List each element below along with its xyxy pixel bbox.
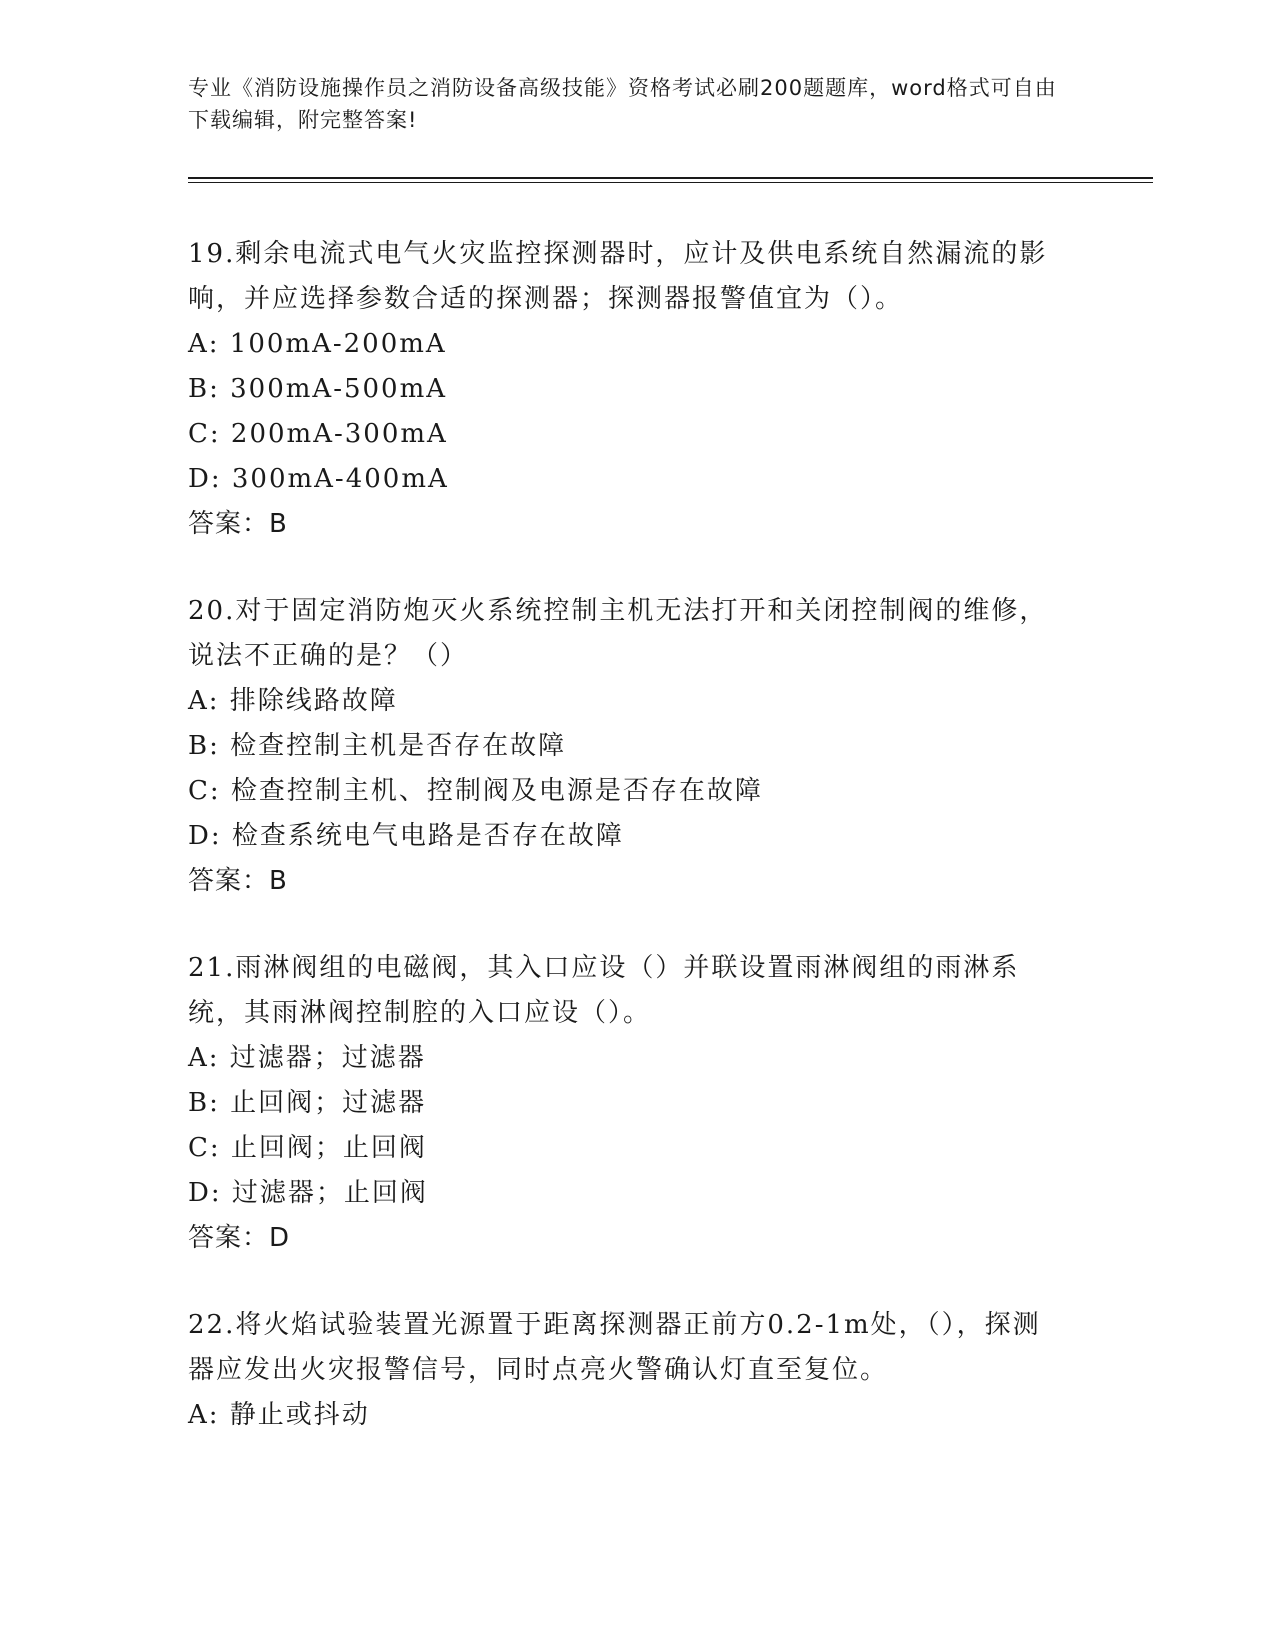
option-a: A: 过滤器；过滤器 xyxy=(188,1043,426,1073)
document-header: 专业《消防设施操作员之消防设备高级技能》资格考试必刷200题题库，word格式可自由下载编辑，附完整答案! xyxy=(188,76,1057,132)
option-d: D: 300mA-400mA xyxy=(188,464,449,494)
question-22 xyxy=(188,1303,1068,1438)
option-d: D: 检查系统电气电路是否存在故障 xyxy=(188,821,624,851)
question-list xyxy=(188,232,1068,1480)
question-stem: 19.剩余电流式电气火灾监控探测器时，应计及供电系统自然漏流的影响，并应选择参数合适的探测器；探测器报警值宜为（）。 xyxy=(188,239,1048,314)
option-c: C: 200mA-300mA xyxy=(188,419,448,449)
question-stem: 22.将火焰试验装置光源置于距离探测器正前方0.2-1m处，（），探测器应发出火灾报警信号，同时点亮火警确认灯直至复位。 xyxy=(188,1310,1041,1385)
option-a: A: 静止或抖动 xyxy=(188,1400,370,1430)
option-d: D: 过滤器；止回阀 xyxy=(188,1178,428,1208)
question-21 xyxy=(188,946,1068,1261)
header-divider xyxy=(188,177,1153,179)
option-a: A: 100mA-200mA xyxy=(188,329,447,359)
answer-line: 答案：B xyxy=(188,509,288,539)
option-b: B: 300mA-500mA xyxy=(188,374,448,404)
answer-line: 答案：D xyxy=(188,1223,291,1253)
header-divider-thin xyxy=(188,182,1153,183)
answer-line: 答案：B xyxy=(188,866,288,896)
question-19 xyxy=(188,232,1068,547)
question-20 xyxy=(188,589,1068,904)
option-c: C: 检查控制主机、控制阀及电源是否存在故障 xyxy=(188,776,763,806)
option-b: B: 检查控制主机是否存在故障 xyxy=(188,731,567,761)
option-c: C: 止回阀；止回阀 xyxy=(188,1133,427,1163)
option-b: B: 止回阀；过滤器 xyxy=(188,1088,427,1118)
option-a: A: 排除线路故障 xyxy=(188,686,398,716)
question-stem: 20.对于固定消防炮灭火系统控制主机无法打开和关闭控制阀的维修，说法不正确的是？（） xyxy=(188,596,1048,671)
question-stem: 21.雨淋阀组的电磁阀，其入口应设（）并联设置雨淋阀组的雨淋系统，其雨淋阀控制腔的入口应设（）。 xyxy=(188,953,1020,1028)
